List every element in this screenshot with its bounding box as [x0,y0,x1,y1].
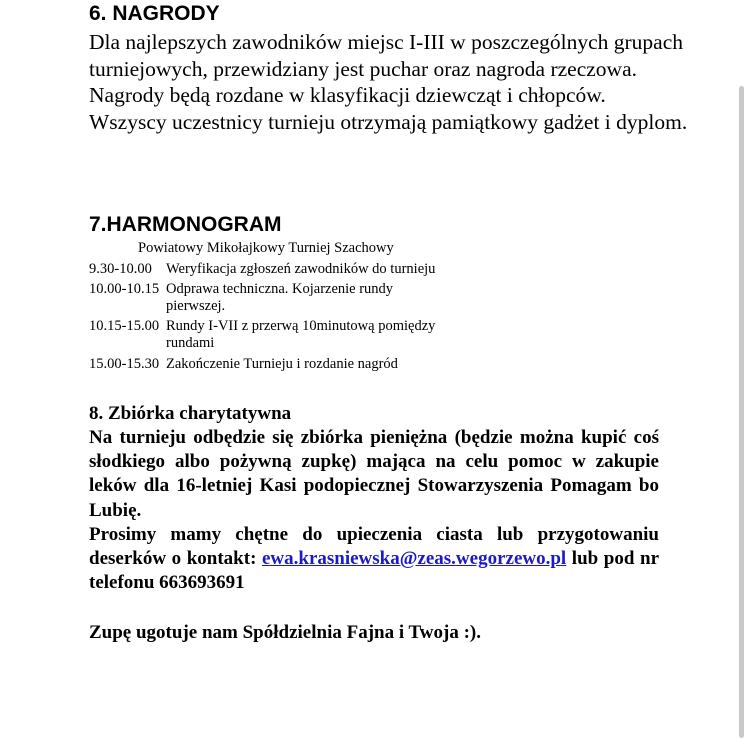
contact-text-after: lub pod nr telefonu 663693691 [89,548,659,594]
vertical-scrollbar[interactable] [739,86,744,738]
section-8-body [89,426,659,595]
section-7-heading: 7.HARMONOGRAM [89,213,282,236]
section-8-heading: 8. Zbiórka charytatywna [89,403,292,424]
schedule-desc: Zakończenie Turnieju i rozdanie nagród [166,356,398,372]
schedule-time: 9.30-10.00 [89,261,152,277]
schedule-subtitle: Powiatowy Mikołajkowy Turniej Szachowy [138,240,394,256]
section-6-heading: 6. NAGRODY [89,2,220,25]
schedule-time: 10.15-15.00 [89,318,160,334]
participants-paragraph: Wszyscy uczestnicy turnieju otrzymają pamiątkowy gadżet i dyplom. [89,109,688,134]
schedule-row [89,281,406,315]
fundraiser-paragraph: Na turnieju odbędzie się zbiórka pieniężna (będzie można kupić coś słodkiego albo pożywną zupkę) mająca na celu pomoc w zakupie leków dla 16-letniej Kasi podopiecznej Stowarzyszenia Pomagam bo Lubię. [89,427,659,521]
schedule-time: 15.00-15.30 [89,356,160,372]
prizes-paragraph: Dla najlepszych zawodników miejsc I-III w poszczególnych grupach turniejowych, przewidziany jest puchar oraz nagroda rzeczowa. Nagrody będą rozdane w klasyfikacji dziewcząt i chłopców. [89,30,684,107]
schedule-row [89,318,466,352]
schedule-desc: Odprawa techniczna. Kojarzenie rundy pierwszej. [166,281,394,314]
section-6-body [89,29,709,135]
schedule-row [89,356,466,373]
contact-paragraph [89,523,659,596]
schedule-row [89,261,466,278]
soup-note: Zupę ugotuje nam Spółdzielnia Fajna i Twoja :). [89,622,482,643]
schedule-desc: Rundy I-VII z przerwą 10minutową pomiędzy rundami [166,318,436,351]
schedule-desc: Weryfikacja zgłoszeń zawodników do turnieju [166,261,436,277]
contact-text-before: Prosimy mamy chętne do upieczenia ciasta lub przygotowaniu deserków o kontakt: [89,523,659,570]
schedule-time: 10.00-10.15 [89,281,160,297]
email-link[interactable]: ewa.krasniewska@zeas.wegorzewo.pl [261,548,567,570]
